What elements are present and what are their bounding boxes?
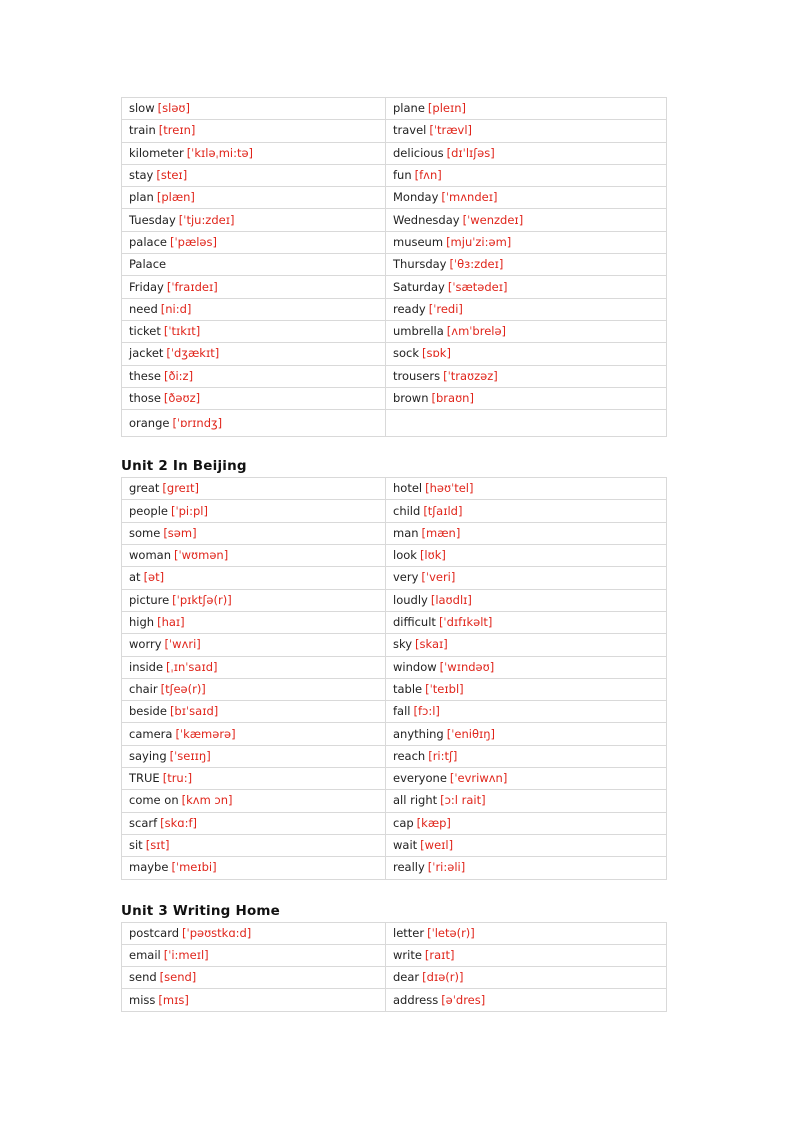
vocab-cell	[122, 678, 386, 700]
table-row	[122, 98, 667, 120]
table-row	[122, 320, 667, 342]
vocab-cell	[122, 656, 386, 678]
phonetic-transcription: [raɪt]	[424, 947, 455, 962]
table-row	[122, 164, 667, 186]
vocab-word: look	[393, 548, 417, 563]
vocab-word: Monday	[393, 190, 439, 205]
phonetic-transcription: [ˈveri]	[421, 570, 456, 585]
phonetic-transcription: [steɪ]	[156, 168, 188, 183]
vocab-cell	[386, 209, 667, 231]
phonetic-transcription: [laʊdlɪ]	[430, 592, 472, 607]
vocab-cell	[386, 745, 667, 767]
vocab-word: loudly	[393, 592, 428, 607]
table-row	[122, 989, 667, 1011]
phonetic-transcription: [ri:tʃ]	[428, 748, 458, 763]
phonetic-transcription: [ˈmeɪbi]	[171, 860, 217, 875]
vocab-word: Saturday	[393, 279, 445, 294]
phonetic-transcription: [ˈevriwʌn]	[449, 771, 508, 786]
vocab-word: Palace	[129, 257, 167, 272]
vocab-word: plane	[393, 101, 425, 116]
vocab-cell	[122, 276, 386, 298]
vocab-cell	[122, 701, 386, 723]
table-row	[122, 209, 667, 231]
vocab-cell	[122, 857, 386, 879]
phonetic-transcription: [tʃaɪld]	[423, 503, 463, 518]
phonetic-transcription: [ʌmˈbrelə]	[446, 324, 507, 339]
phonetic-transcription: [haɪ]	[157, 615, 185, 630]
vocab-cell	[386, 500, 667, 522]
vocab-word: trousers	[393, 368, 441, 383]
vocab-cell	[122, 922, 386, 944]
phonetic-transcription: [mjuˈzi:əm]	[446, 234, 512, 249]
vocab-word: these	[129, 368, 161, 383]
vocab-word: Friday	[129, 279, 164, 294]
vocab-word: fun	[393, 168, 412, 183]
phonetic-transcription: [plæn]	[156, 190, 195, 205]
vocab-word: send	[129, 970, 157, 985]
vocab-cell	[386, 164, 667, 186]
vocab-cell	[122, 567, 386, 589]
phonetic-transcription: [ˈtraʊzəz]	[443, 368, 498, 383]
phonetic-transcription: [əˈdres]	[441, 992, 486, 1007]
phonetic-transcription: [ˈpæləs]	[170, 234, 217, 249]
vocab-word: picture	[129, 592, 170, 607]
phonetic-transcription: [sɒk]	[422, 346, 451, 361]
vocab-cell	[386, 387, 667, 409]
phonetic-transcription: [skaɪ]	[415, 637, 448, 652]
vocab-cell	[386, 812, 667, 834]
vocab-word: dear	[393, 970, 420, 985]
vocab-cell	[122, 745, 386, 767]
vocab-cell	[122, 298, 386, 320]
vocab-word: jacket	[129, 346, 164, 361]
phonetic-transcription: [ˈi:meɪl]	[163, 947, 209, 962]
phonetic-transcription: [dɪə(r)]	[422, 970, 464, 985]
vocab-word: at	[129, 570, 141, 585]
phonetic-transcription: [ˈfraɪdeɪ]	[166, 279, 218, 294]
phonetic-transcription: [ˈeniθɪŋ]	[446, 726, 496, 741]
phonetic-transcription: [ˈdʒækɪt]	[166, 346, 220, 361]
phonetic-transcription: [fɔ:l]	[413, 704, 440, 719]
phonetic-transcription: [ˈpi:pl]	[170, 503, 208, 518]
vocab-word: Thursday	[393, 257, 447, 272]
table-row	[122, 231, 667, 253]
phonetic-transcription: [ðəʊz]	[163, 391, 201, 405]
phonetic-transcription: [ði:z]	[163, 368, 194, 383]
vocab-cell	[386, 611, 667, 633]
vocab-word: email	[129, 947, 161, 962]
vocab-cell	[122, 142, 386, 164]
table-row	[122, 120, 667, 142]
vocab-cell	[122, 387, 386, 409]
vocab-cell	[122, 187, 386, 209]
table-row	[122, 142, 667, 164]
vocab-word: difficult	[393, 615, 436, 630]
phonetic-transcription: [ˈtrævl]	[429, 123, 473, 138]
phonetic-transcription: [sɪt]	[145, 838, 170, 853]
vocabulary-table	[121, 922, 667, 1012]
phonetic-transcription: [fʌn]	[414, 168, 442, 183]
vocab-word: inside	[129, 659, 164, 674]
table-row	[122, 834, 667, 856]
table-row	[122, 656, 667, 678]
phonetic-transcription: [sləʊ]	[157, 101, 190, 116]
phonetic-transcription: [ˈpəʊstkɑ:d]	[182, 925, 252, 940]
table-row	[122, 343, 667, 365]
phonetic-transcription: [səm]	[163, 525, 197, 540]
vocab-word: scarf	[129, 815, 158, 830]
phonetic-transcription: [pleɪn]	[427, 101, 467, 116]
phonetic-transcription: [ˈteɪbl]	[425, 681, 464, 696]
table-row	[122, 567, 667, 589]
vocab-cell	[122, 522, 386, 544]
vocab-word: high	[129, 615, 155, 630]
table-row	[122, 790, 667, 812]
vocab-cell	[122, 634, 386, 656]
vocab-word: Tuesday	[129, 212, 176, 227]
vocabulary-table	[121, 97, 667, 437]
table-row	[122, 611, 667, 633]
vocab-cell	[386, 545, 667, 567]
phonetic-transcription: [mæn]	[421, 525, 461, 540]
vocab-cell	[386, 320, 667, 342]
vocab-word: camera	[129, 726, 173, 741]
vocab-cell	[386, 589, 667, 611]
vocab-cell	[386, 142, 667, 164]
phonetic-transcription: [kæp]	[416, 815, 451, 830]
vocab-word: plan	[129, 190, 154, 205]
phonetic-transcription: [send]	[159, 970, 197, 985]
table-row	[122, 678, 667, 700]
vocab-word: some	[129, 525, 161, 540]
vocab-word: TRUE	[129, 771, 160, 786]
vocab-word: woman	[129, 548, 171, 563]
vocab-cell	[122, 589, 386, 611]
vocab-cell	[122, 410, 386, 437]
vocab-word: umbrella	[393, 324, 444, 339]
phonetic-transcription: [ˈtju:zdeɪ]	[178, 212, 235, 227]
phonetic-transcription: [dɪˈlɪʃəs]	[446, 145, 495, 160]
vocabulary-table	[121, 477, 667, 879]
vocab-word: travel	[393, 123, 427, 138]
vocab-cell	[122, 812, 386, 834]
table-row	[122, 187, 667, 209]
vocab-cell	[122, 790, 386, 812]
phonetic-transcription: [ni:d]	[160, 301, 192, 316]
phonetic-transcription: [lʊk]	[419, 548, 446, 563]
phonetic-transcription: [kʌm ɔn]	[181, 793, 233, 808]
vocab-cell	[386, 989, 667, 1011]
phonetic-transcription: [ˈwʌri]	[164, 637, 201, 652]
vocab-word: sock	[393, 346, 420, 361]
vocab-word: window	[393, 659, 437, 674]
vocab-word: train	[129, 123, 156, 138]
table-row	[122, 276, 667, 298]
vocab-word: slow	[129, 101, 155, 116]
vocab-cell	[122, 944, 386, 966]
section-spacer	[121, 437, 667, 456]
phonetic-transcription: [ˈɒrɪndʒ]	[172, 415, 223, 430]
phonetic-transcription: [ˈpɪktʃə(r)]	[172, 592, 232, 607]
phonetic-transcription: [ˈwɪndəʊ]	[439, 659, 495, 674]
table-row	[122, 545, 667, 567]
table-row	[122, 768, 667, 790]
vocab-word: museum	[393, 234, 444, 249]
vocab-cell	[386, 343, 667, 365]
table-row	[122, 944, 667, 966]
phonetic-transcription: [ˈmʌndeɪ]	[441, 190, 498, 205]
vocab-cell	[386, 857, 667, 879]
vocab-word: sky	[393, 637, 413, 652]
vocab-cell	[386, 276, 667, 298]
phonetic-transcription: [ˈletə(r)]	[427, 925, 475, 940]
vocab-word: table	[393, 681, 423, 696]
vocab-word: Wednesday	[393, 212, 460, 227]
vocab-word: people	[129, 503, 168, 518]
vocab-word: fall	[393, 704, 411, 719]
vocab-cell	[386, 656, 667, 678]
phonetic-transcription: [tru:]	[162, 771, 193, 786]
vocab-cell	[122, 320, 386, 342]
vocab-cell	[386, 98, 667, 120]
vocab-cell	[122, 343, 386, 365]
phonetic-transcription: [ˈwʊmən]	[173, 548, 229, 563]
vocab-word: brown	[393, 391, 429, 405]
vocab-cell	[386, 768, 667, 790]
phonetic-transcription: [bɪˈsaɪd]	[169, 704, 219, 719]
vocab-word: saying	[129, 748, 167, 763]
phonetic-transcription: [ˈri:əli]	[427, 860, 466, 875]
phonetic-transcription: [ˈredi]	[428, 301, 463, 316]
vocab-word: worry	[129, 637, 162, 652]
phonetic-transcription: [greɪt]	[162, 481, 200, 496]
vocab-cell	[122, 164, 386, 186]
phonetic-transcription: [mɪs]	[158, 992, 189, 1007]
vocab-word: need	[129, 301, 158, 316]
vocab-cell	[122, 254, 386, 276]
vocab-word: postcard	[129, 925, 180, 940]
vocab-word: those	[129, 391, 161, 405]
table-row	[122, 745, 667, 767]
phonetic-transcription: [ˈtɪkɪt]	[163, 324, 201, 339]
vocab-word: ticket	[129, 324, 161, 339]
vocab-word: hotel	[393, 481, 423, 496]
vocab-word: great	[129, 481, 160, 496]
vocab-word: chair	[129, 681, 158, 696]
vocab-word: all right	[393, 793, 438, 808]
vocab-word: maybe	[129, 860, 169, 875]
phonetic-transcription: [treɪn]	[158, 123, 196, 138]
section-spacer	[121, 880, 667, 901]
phonetic-transcription: [ɔ:l rait]	[440, 793, 486, 808]
vocab-cell	[122, 834, 386, 856]
vocab-word: miss	[129, 992, 156, 1007]
table-row	[122, 500, 667, 522]
phonetic-transcription: [həʊˈtel]	[425, 481, 474, 496]
vocab-word: everyone	[393, 771, 447, 786]
vocab-cell	[122, 611, 386, 633]
phonetic-transcription: [ˈdɪfɪkəlt]	[438, 615, 493, 630]
phonetic-transcription: [ˈseɪɪŋ]	[169, 748, 211, 763]
vocab-cell	[386, 365, 667, 387]
phonetic-transcription: [skɑ:f]	[160, 815, 197, 830]
table-row	[122, 589, 667, 611]
vocab-word: really	[393, 860, 425, 875]
vocab-cell	[122, 365, 386, 387]
vocab-word: ready	[393, 301, 426, 316]
vocab-cell	[386, 834, 667, 856]
vocab-cell	[386, 567, 667, 589]
unit-heading: Unit 2 In Beijing	[121, 458, 247, 475]
vocab-cell	[122, 500, 386, 522]
phonetic-transcription: [ˈwenzdeɪ]	[462, 212, 524, 227]
table-row	[122, 410, 667, 437]
vocab-word: write	[393, 947, 422, 962]
phonetic-transcription: [braʊn]	[431, 391, 474, 405]
table-row	[122, 857, 667, 879]
vocab-cell	[386, 231, 667, 253]
vocab-word: wait	[393, 838, 418, 853]
vocab-cell	[386, 298, 667, 320]
table-row	[122, 478, 667, 500]
vocab-word: anything	[393, 726, 444, 741]
table-row	[122, 723, 667, 745]
vocab-word: child	[393, 503, 421, 518]
vocab-cell	[122, 98, 386, 120]
vocab-cell	[386, 120, 667, 142]
vocab-word: sit	[129, 838, 143, 853]
phonetic-transcription: [ˌɪnˈsaɪd]	[166, 659, 218, 674]
vocab-word: delicious	[393, 145, 444, 160]
vocab-cell	[122, 231, 386, 253]
vocab-cell	[122, 967, 386, 989]
vocab-cell	[122, 478, 386, 500]
vocab-word: kilometer	[129, 145, 184, 160]
vocab-word: letter	[393, 925, 425, 940]
table-row	[122, 298, 667, 320]
vocab-cell	[122, 209, 386, 231]
vocabulary-page	[121, 97, 667, 1012]
vocab-word: come on	[129, 793, 179, 808]
vocab-cell	[386, 522, 667, 544]
table-row	[122, 922, 667, 944]
vocab-word: beside	[129, 704, 167, 719]
vocab-word: stay	[129, 168, 154, 183]
vocab-cell	[386, 701, 667, 723]
vocab-word: cap	[393, 815, 414, 830]
vocab-word: very	[393, 570, 419, 585]
table-row	[122, 365, 667, 387]
vocab-cell	[122, 989, 386, 1011]
vocab-cell	[386, 922, 667, 944]
vocab-cell	[386, 478, 667, 500]
vocab-cell	[122, 120, 386, 142]
table-row	[122, 254, 667, 276]
phonetic-transcription: [tʃeə(r)]	[160, 681, 206, 696]
phonetic-transcription: [ˈθɜ:zdeɪ]	[449, 257, 504, 272]
table-row	[122, 701, 667, 723]
vocab-cell	[386, 967, 667, 989]
vocab-cell	[386, 723, 667, 745]
vocab-cell	[386, 634, 667, 656]
vocab-cell	[386, 410, 667, 437]
vocab-word: man	[393, 525, 419, 540]
vocab-cell	[386, 254, 667, 276]
vocab-cell	[386, 790, 667, 812]
table-row	[122, 387, 667, 409]
phonetic-transcription: [weɪl]	[420, 838, 454, 853]
table-row	[122, 967, 667, 989]
vocab-cell	[386, 678, 667, 700]
vocab-word: palace	[129, 234, 167, 249]
vocab-cell	[122, 768, 386, 790]
table-row	[122, 522, 667, 544]
vocab-cell	[122, 723, 386, 745]
vocab-cell	[386, 187, 667, 209]
table-row	[122, 634, 667, 656]
vocab-word: orange	[129, 415, 170, 430]
phonetic-transcription: [ˈkæmərə]	[175, 726, 236, 741]
phonetic-transcription: [ət]	[143, 570, 165, 585]
vocab-cell	[386, 944, 667, 966]
unit-heading: Unit 3 Writing Home	[121, 902, 281, 919]
vocab-word: address	[393, 992, 439, 1007]
vocab-cell	[122, 545, 386, 567]
phonetic-transcription: [ˈsætədeɪ]	[447, 279, 508, 294]
vocab-word: reach	[393, 748, 426, 763]
table-row	[122, 812, 667, 834]
phonetic-transcription: [ˈkɪləˌmi:tə]	[186, 145, 254, 160]
